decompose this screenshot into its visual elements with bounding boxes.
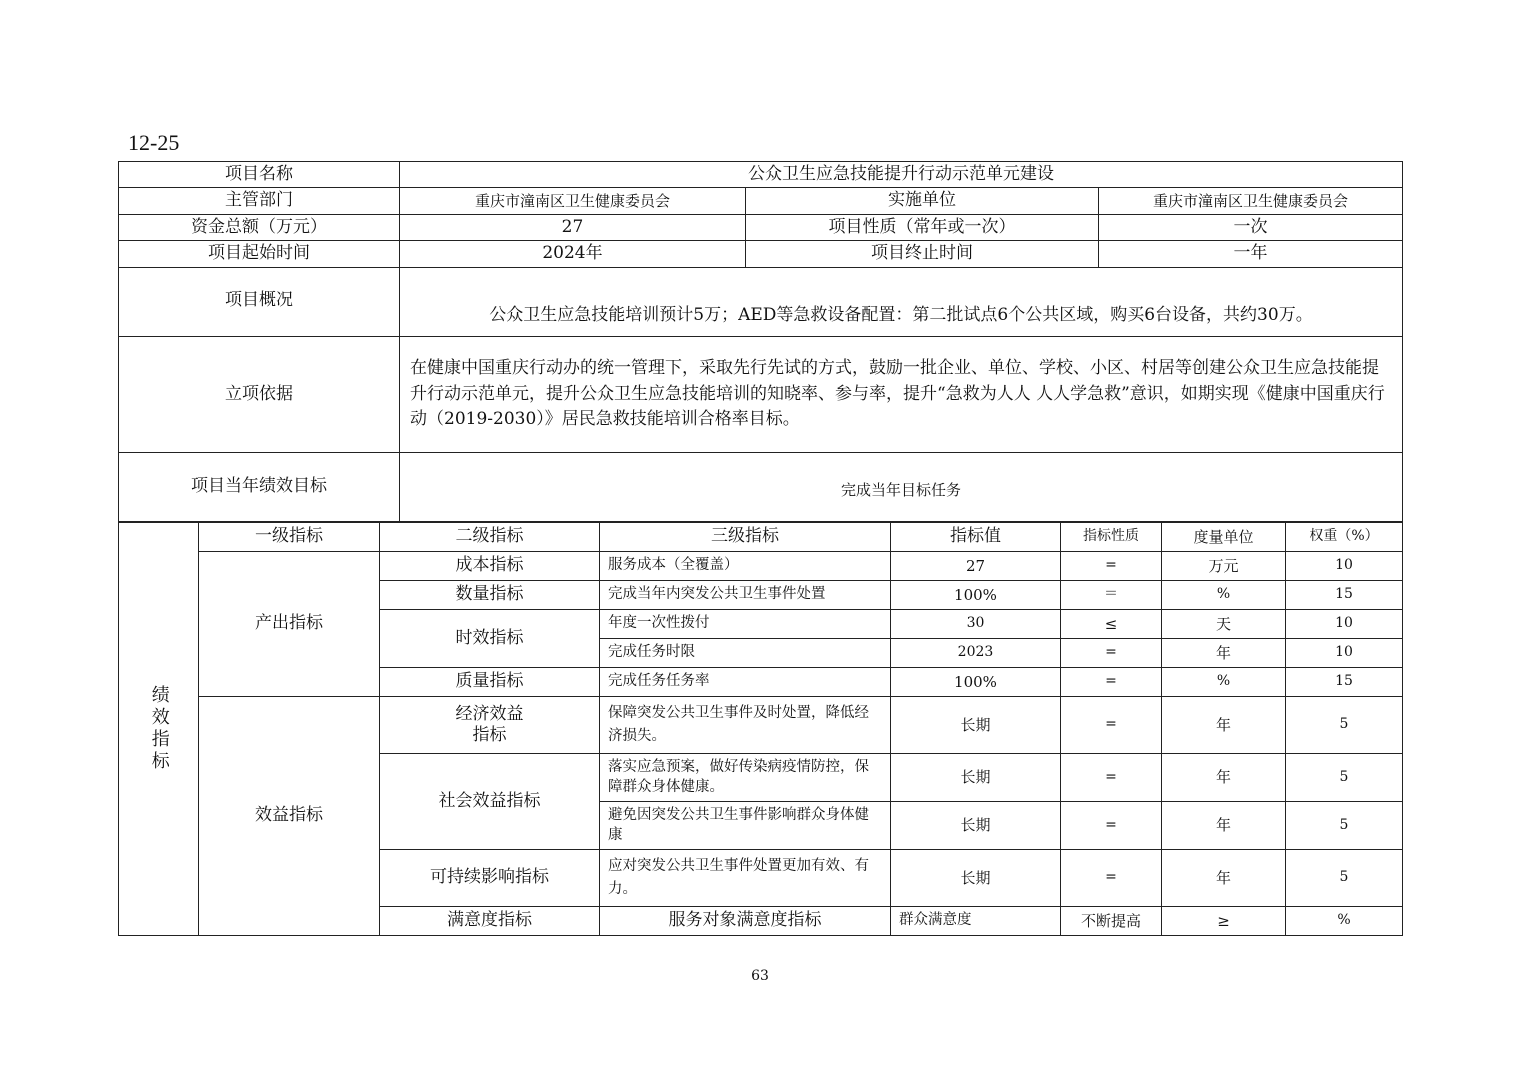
- row-unit: 年: [1162, 850, 1286, 907]
- row-value: 2023: [891, 639, 1061, 668]
- row-weight: 5: [1286, 850, 1403, 907]
- row-nature: =: [1061, 754, 1162, 802]
- project-code: 12-25: [128, 130, 180, 155]
- level2-quantity: 数量指标: [380, 581, 600, 610]
- project-name: 公众卫生应急技能提升行动示范单元建设: [400, 162, 1403, 188]
- row-weight: 15: [1286, 668, 1403, 697]
- row-weight: 10: [1286, 552, 1403, 581]
- perf-indicator-vertical-text: 绩效指标: [148, 685, 170, 773]
- header-level3: 三级指标: [600, 523, 891, 552]
- row-level3: 避免因突发公共卫生事件影响群众身体健康: [600, 802, 891, 850]
- row-nature: =: [1061, 639, 1162, 668]
- row-weight: 5: [1286, 697, 1403, 754]
- row-level3: 落实应急预案，做好传染病疫情防控，保障群众身体健康。: [600, 754, 891, 802]
- level2-time: 时效指标: [380, 610, 600, 668]
- level2-cost: 成本指标: [380, 552, 600, 581]
- row-value: 长期: [891, 802, 1061, 850]
- overview-text: 公众卫生应急技能培训预计5万；AED等急救设备配置：第二批试点6个公共区域，购买6台设备，共约30万。: [400, 268, 1403, 337]
- level2-sustain: 可持续影响指标: [380, 850, 600, 907]
- end-label: 项目终止时间: [746, 241, 1099, 268]
- basis-label: 立项依据: [119, 337, 400, 453]
- level1-output: 产出指标: [199, 552, 380, 697]
- row-value: 27: [891, 552, 1061, 581]
- row-unit: 年: [1162, 754, 1286, 802]
- row-value: 100%: [891, 668, 1061, 697]
- dept-label: 主管部门: [119, 188, 400, 215]
- row-weight: 5: [1286, 754, 1403, 802]
- row-unit: 年: [1162, 802, 1286, 850]
- row-value: 100%: [891, 581, 1061, 610]
- nature-label: 项目性质（常年或一次）: [746, 215, 1099, 241]
- row-value: 长期: [891, 754, 1061, 802]
- impl-value: 重庆市潼南区卫生健康委员会: [1099, 188, 1403, 215]
- row-weight: 10: [1286, 610, 1403, 639]
- level2-quality: 质量指标: [380, 668, 600, 697]
- row-level3: 保障突发公共卫生事件及时处置，降低经济损失。: [600, 697, 891, 754]
- row-weight: 5: [1286, 802, 1403, 850]
- header-nature: 指标性质: [1061, 523, 1162, 552]
- start-value: 2024年: [400, 241, 746, 268]
- row-value: 长期: [891, 697, 1061, 754]
- row-nature: =: [1061, 697, 1162, 754]
- indicators-table: [118, 522, 1403, 936]
- goal-label: 项目当年绩效目标: [119, 453, 400, 522]
- row-level3: 应对突发公共卫生事件处置更加有效、有力。: [600, 850, 891, 907]
- row-level3: 年度一次性拨付: [600, 610, 891, 639]
- nature-value: 一次: [1099, 215, 1403, 241]
- header-unit: 度量单位: [1162, 523, 1286, 552]
- level2-service: 服务对象满意度指标: [600, 907, 891, 936]
- project-info-table: [118, 161, 1403, 522]
- row-weight: 15: [1286, 581, 1403, 610]
- row-value: 30: [891, 610, 1061, 639]
- row-unit: %: [1286, 907, 1403, 936]
- row-nature: ＝: [1061, 581, 1162, 610]
- level1-satisfaction: 满意度指标: [380, 907, 600, 936]
- row-weight: 10: [1286, 639, 1403, 668]
- level2-economic: 经济效益 指标: [380, 697, 600, 754]
- start-label: 项目起始时间: [119, 241, 400, 268]
- perf-indicator-side-label: [119, 523, 199, 936]
- row-unit: 天: [1162, 610, 1286, 639]
- project-name-label: 项目名称: [119, 162, 400, 188]
- row-unit: 万元: [1162, 552, 1286, 581]
- row-unit: %: [1162, 668, 1286, 697]
- overview-label: 项目概况: [119, 268, 400, 337]
- impl-label: 实施单位: [746, 188, 1099, 215]
- fund-value: 27: [400, 215, 746, 241]
- row-nature: =: [1061, 802, 1162, 850]
- row-level3: 群众满意度: [891, 907, 1061, 936]
- row-unit: 年: [1162, 639, 1286, 668]
- row-unit: 年: [1162, 697, 1286, 754]
- row-unit: %: [1162, 581, 1286, 610]
- row-level3: 服务成本（全覆盖）: [600, 552, 891, 581]
- row-value: 长期: [891, 850, 1061, 907]
- level2-social: 社会效益指标: [380, 754, 600, 850]
- row-level3: 完成任务时限: [600, 639, 891, 668]
- page-number: 63: [751, 968, 769, 984]
- row-nature: =: [1061, 552, 1162, 581]
- row-nature: =: [1061, 850, 1162, 907]
- row-level3: 完成任务任务率: [600, 668, 891, 697]
- fund-label: 资金总额（万元）: [119, 215, 400, 241]
- row-nature: ≥: [1162, 907, 1286, 936]
- dept-value: 重庆市潼南区卫生健康委员会: [400, 188, 746, 215]
- header-weight: 权重（%）: [1286, 523, 1403, 552]
- header-value: 指标值: [891, 523, 1061, 552]
- row-nature: =: [1061, 668, 1162, 697]
- row-level3: 完成当年内突发公共卫生事件处置: [600, 581, 891, 610]
- level1-benefit: 效益指标: [199, 697, 380, 936]
- basis-text: 在健康中国重庆行动办的统一管理下，采取先行先试的方式，鼓励一批企业、单位、学校、小区、村居等创建公众卫生应急技能提升行动示范单元，提升公众卫生应急技能培训的知晓率、参与率，提升“急救为人人 人人学急救”意识，如期实现《健康中国重庆行动（2019-2030）》居民急救技能培训合格率目标。: [400, 337, 1403, 453]
- row-nature: ≤: [1061, 610, 1162, 639]
- row-value: 不断提高: [1061, 907, 1162, 936]
- end-value: 一年: [1099, 241, 1403, 268]
- header-level2: 二级指标: [380, 523, 600, 552]
- goal-text: 完成当年目标任务: [400, 453, 1403, 522]
- header-level1: 一级指标: [199, 523, 380, 552]
